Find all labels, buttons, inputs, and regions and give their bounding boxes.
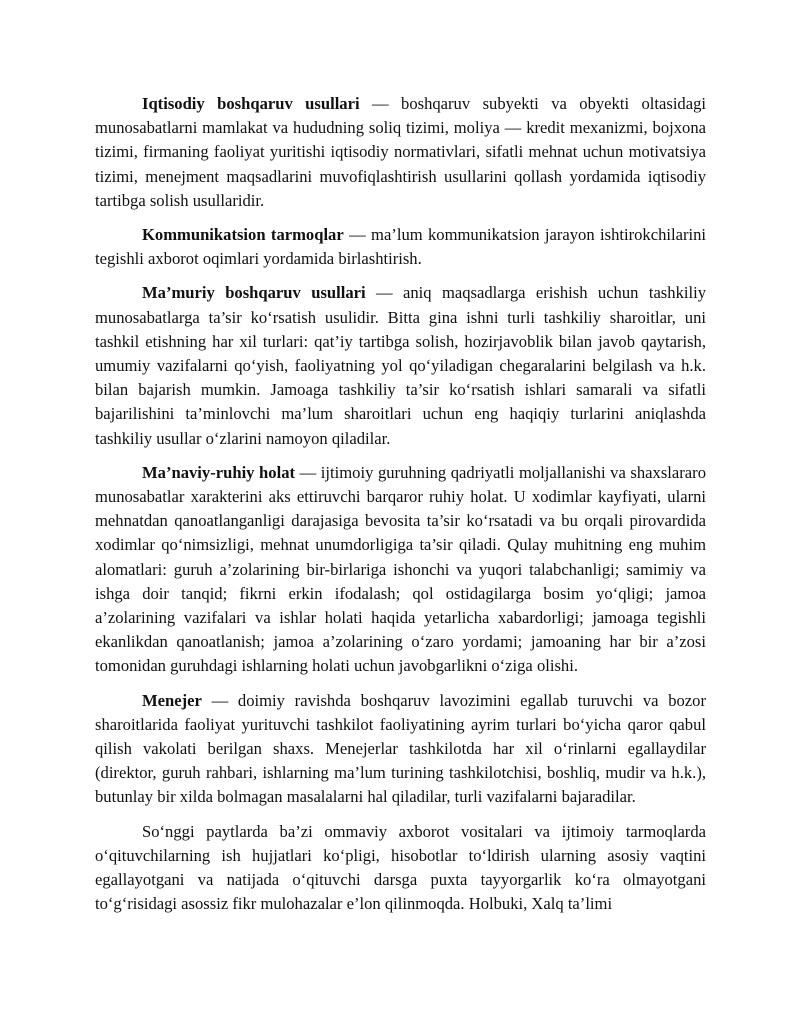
body-text: So‘nggi paytlarda ba’zi ommaviy axborot vositalari va ijtimoiy tarmoqlarda o‘qituvchilarning ish hujjatlari ko‘pligi, hisobotlar to‘ldirish ularning asosiy vaqtini egallayotgani va natijada o‘qituvchi darsga puxta tayyorgarlik ko‘ra olmayotgani to‘g‘risidagi asossiz fikr mulohazalar e’lon qilinmoqda. Holbuki, Xalq ta’limi: [95, 821, 706, 914]
term-heading: Kommunikatsion tarmoqlar: [142, 225, 344, 245]
paragraph-body-text: [95, 820, 706, 917]
term-heading: Iqtisodiy boshqaruv usullari: [142, 94, 360, 113]
definition-text: — ijtimoiy guruhning qadriyatli moljallanishi va shaxslararo munosabatlar xarakterini aks ettiruvchi barqaror ruhiy holat. U xodimlar kayfiyati, ularni mehnatdan qanoatlanganligi darajasiga bevosita ta’sir ko‘rsatadi va bu orqali pirovardida xodimlar qo‘nimsizligi, mehnat unumdorligiga ta’sir qiladi. Qulay muhitning eng muhim alomatlari: guruh a’zolarining bir-birlariga ishonchi va yuqori talabchanligi; samimiy va ishga doir tanqid; fikrni erkin ifodalash; qol ostidagilarga bosim yo‘qligi; jamoa a’zolarining vazifalari va ishlar holati haqida yetarlicha xabardorligi; jamoaga tegishli ekanlikdan qanoatlanish; jamoa a’zolarining o‘zaro yordami; jamoaning har bir a’zosi tomonidan guruhdagi ishlarning holati uchun javobgarlikni o‘ziga olishi.: [95, 462, 706, 676]
definition-text: — aniq maqsadlarga erishish uchun tashkiliy munosabatlarga ta’sir ko‘rsatish usulidir. Bitta gina ishni turli tashkiliy sharoitlar, uni tashkil etishning har xil turlari: qat’iy tartibga solish, hozirjavoblik bilan javob qaytarish, umumiy vazifalarni qo‘yish, faoliyatning yol qo‘yiladigan chegaralarini belgilash va h.k. bilan bajarish mumkin. Jamoaga tashkiliy ta’sir ko‘rsatish ishlari samarali va sifatli bajarilishini ta’minlovchi ma’lum sharoitlari uchun eng haqiqiy turlarini aniqlashda tashkiliy usullar o‘zlarini namoyon qiladilar.: [95, 283, 706, 448]
paragraph-mamuriy-usullar: [95, 281, 706, 450]
term-heading: Ma’muriy boshqaruv usullari: [142, 283, 366, 303]
document-page: [95, 92, 706, 927]
paragraph-menejer: [95, 689, 706, 810]
paragraph-kommunikatsion-tarmoqlar: [95, 223, 706, 271]
paragraph-iqtisodiy-usullar: [95, 92, 706, 213]
definition-text: — boshqaruv subyekti va obyekti oltasidagi munosabatlarni mamlakat va hududning soliq tizimi, moliya — kredit mexanizmi, bojxona tizimi, firmaning faoliyat yuritishi iqtisodiy normativlari, sifatli mehnat uchun motivatsiya tizimi, menejment maqsadlarini muvofiqlashtirish usullarini qollash yordamida iqtisodiy tartibga solish usullaridir.: [95, 94, 706, 210]
definition-text: — doimiy ravishda boshqaruv lavozimini egallab turuvchi va bozor sharoitlarida faoliyat yurituvchi tashkilot faoliyatining ayrim turlari bo‘yicha qaror qabul qilish vakolati berilgan shaxs. Menejerlar tashkilotda har xil o‘rinlarni egallaydilar (direktor, guruh rahbari, ishlarning ma’lum turining tashkilotchisi, boshliq, mudir va h.k.), butunlay bir xilda bolmagan masalalarni hal qiladilar, turli vazifalarni bajaradilar.: [95, 690, 706, 807]
definition-text: — ma’lum kommunikatsion jarayon ishtirokchilarini tegishli axborot oqimlari yordamida birlashtirish.: [95, 225, 706, 269]
paragraph-manaviy-ruhiy-holat: [95, 461, 706, 679]
term-heading: Menejer: [142, 690, 202, 710]
term-heading: Ma’naviy-ruhiy holat: [142, 462, 296, 482]
